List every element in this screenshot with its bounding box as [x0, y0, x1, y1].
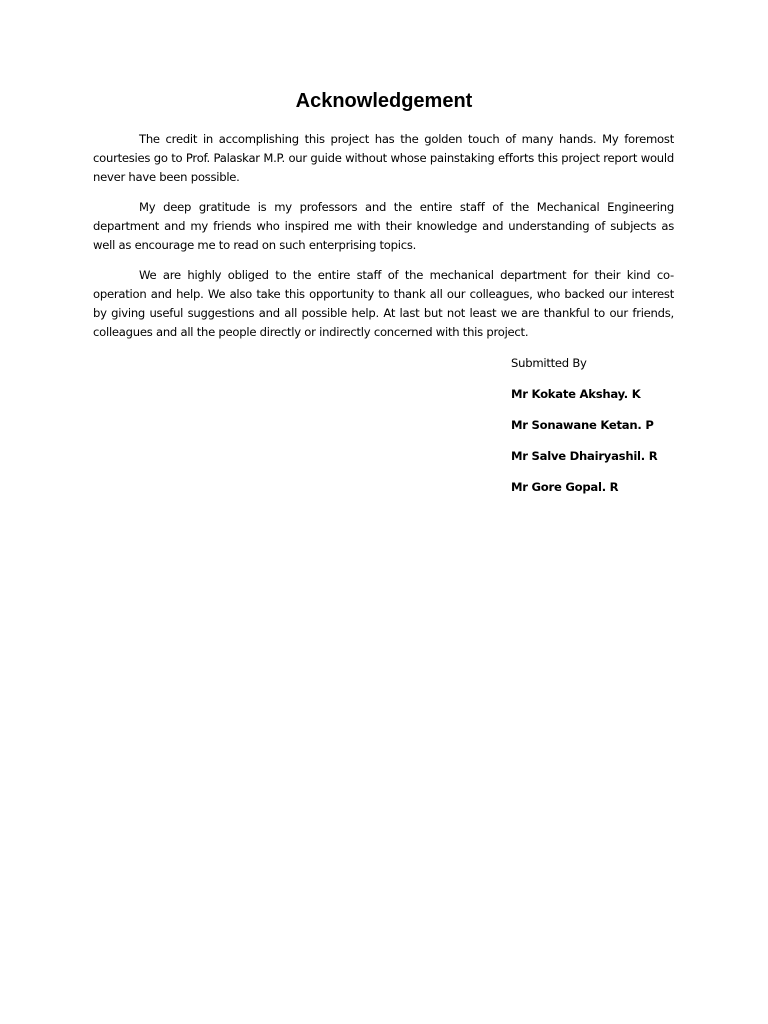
submitter-name-4: Mr Gore Gopal. R: [511, 480, 619, 494]
submitter-name-1: Mr Kokate Akshay. K: [511, 387, 641, 401]
submitter-name-2: Mr Sonawane Ketan. P: [511, 418, 654, 432]
submitted-by-label: Submitted By: [511, 356, 587, 370]
page-title: Acknowledgement: [295, 90, 473, 112]
submitter-name-3: Mr Salve Dhairyashil. R: [511, 449, 658, 463]
paragraph-2: My deep gratitude is my professors and the entire staff of the Mechanical Engineering department and my friends who inspired me with their knowledge and understanding of subjects as well as encourage me to read on such enterprising topics.: [93, 200, 674, 252]
acknowledgement-body: [93, 130, 674, 353]
paragraph-3: We are highly obliged to the entire staff of the mechanical department for their kind co-operation and help. We also take this opportunity to thank all our colleagues, who backed our interest by giving useful suggestions and all possible help. At last but not least we are thankful to our friends, colleagues and all the people directly or indirectly concerned with this project.: [93, 268, 674, 339]
paragraph-1: The credit in accomplishing this project has the golden touch of many hands. My foremost courtesies go to Prof. Palaskar M.P. our guide without whose painstaking efforts this project report would never have been possible.: [93, 132, 674, 184]
signature-block: [511, 354, 751, 509]
